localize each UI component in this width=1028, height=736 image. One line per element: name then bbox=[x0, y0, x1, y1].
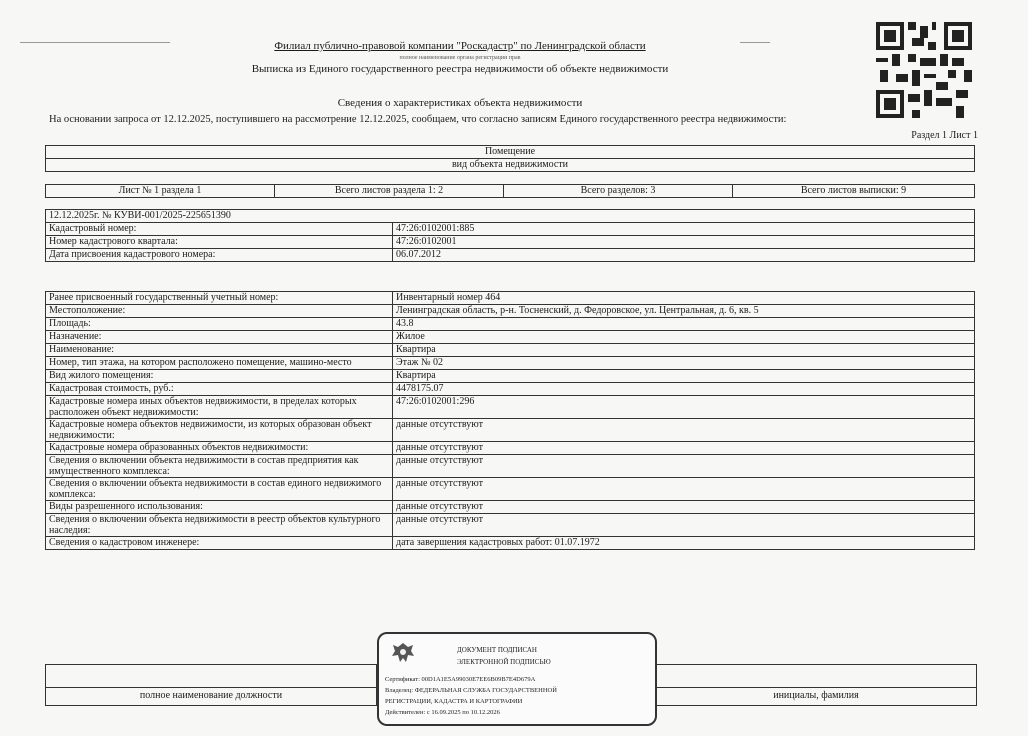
request-statement: На основании запроса от 12.12.2025, поступившего на рассмотрение 12.12.2025, сообщаем, что согласно записям Единого государственного реестра недвижимости: bbox=[49, 114, 787, 125]
table-row bbox=[46, 383, 975, 396]
row-label: Виды разрешенного использования: bbox=[46, 501, 393, 514]
table-row bbox=[46, 305, 975, 318]
scan-artifact-line bbox=[740, 42, 770, 44]
row-label: Кадастровые номера иных объектов недвижимости, в пределах которых расположен объект недвижимости: bbox=[46, 396, 393, 419]
row-value: 43.8 bbox=[393, 318, 975, 331]
sheet-number: Лист № 1 раздела 1 bbox=[46, 185, 275, 198]
table-row bbox=[46, 331, 975, 344]
ids-label: Дата присвоения кадастрового номера: bbox=[46, 249, 393, 262]
table-row bbox=[46, 455, 975, 478]
extract-title: Выписка из Единого государственного реестра недвижимости об объекте недвижимости bbox=[251, 63, 669, 75]
cadastral-number: 47:26:0102001:885 bbox=[393, 223, 975, 236]
section-title: Сведения о характеристиках объекта недвижимости bbox=[337, 97, 583, 109]
row-value: Этаж № 02 bbox=[393, 357, 975, 370]
row-label: Вид жилого помещения: bbox=[46, 370, 393, 383]
row-value: Квартира bbox=[393, 344, 975, 357]
row-value: данные отсутствуют bbox=[393, 501, 975, 514]
row-label: Ранее присвоенный государственный учетный номер: bbox=[46, 292, 393, 305]
row-value: данные отсутствуют bbox=[393, 442, 975, 455]
row-label: Кадастровая стоимость, руб.: bbox=[46, 383, 393, 396]
stamp-owner-2: РЕГИСТРАЦИИ, КАДАСТРА И КАРТОГРАФИИ bbox=[385, 698, 523, 705]
table-row bbox=[46, 419, 975, 442]
object-header-table bbox=[45, 145, 975, 172]
stamp-title-2: ЭЛЕКТРОННОЙ ПОДПИСЬЮ bbox=[457, 658, 551, 666]
table-row bbox=[46, 514, 975, 537]
row-label: Кадастровые номера образованных объектов недвижимости: bbox=[46, 442, 393, 455]
registry-branch-title: Филиал публично-правовой компании "Роскадастр" по Ленинградской области bbox=[274, 40, 646, 52]
emblem-icon bbox=[389, 640, 417, 668]
table-row bbox=[46, 537, 975, 550]
row-label: Кадастровые номера объектов недвижимости, из которых образован объект недвижимости: bbox=[46, 419, 393, 442]
total-sections: Всего разделов: 3 bbox=[504, 185, 733, 198]
row-value: Ленинградская область, р-н. Тосненский, д. Федоровское, ул. Центральная, д. 6, кв. 5 bbox=[393, 305, 975, 318]
row-value: данные отсутствуют bbox=[393, 455, 975, 478]
table-row bbox=[46, 292, 975, 305]
assignment-date: 06.07.2012 bbox=[393, 249, 975, 262]
row-label: Сведения о кадастровом инженере: bbox=[46, 537, 393, 550]
name-caption: инициалы, фамилия bbox=[656, 687, 976, 701]
record-number: 12.12.2025г. № КУВИ-001/2025-225651390 bbox=[46, 210, 975, 223]
electronic-signature-stamp bbox=[377, 632, 657, 726]
row-value: Квартира bbox=[393, 370, 975, 383]
signature-name-box bbox=[655, 664, 977, 706]
row-label: Сведения о включении объекта недвижимости в реестр объектов культурного наследия: bbox=[46, 514, 393, 537]
row-label: Наименование: bbox=[46, 344, 393, 357]
object-type-caption: вид объекта недвижимости bbox=[46, 159, 975, 172]
section-sheet-label: Раздел 1 Лист 1 bbox=[911, 130, 978, 141]
row-label: Местоположение: bbox=[46, 305, 393, 318]
stamp-owner: Владелец: ФЕДЕРАЛЬНАЯ СЛУЖБА ГОСУДАРСТВЕННОЙ bbox=[385, 687, 557, 694]
ids-label: Номер кадастрового квартала: bbox=[46, 236, 393, 249]
total-section-sheets: Всего листов раздела 1: 2 bbox=[275, 185, 504, 198]
ids-label: Кадастровый номер: bbox=[46, 223, 393, 236]
table-row bbox=[46, 370, 975, 383]
stamp-title-1: ДОКУМЕНТ ПОДПИСАН bbox=[457, 646, 537, 654]
table-row bbox=[46, 344, 975, 357]
row-label: Площадь: bbox=[46, 318, 393, 331]
row-value: 47:26:0102001:296 bbox=[393, 396, 975, 419]
position-caption: полное наименование должности bbox=[46, 687, 376, 701]
sheets-table bbox=[45, 184, 975, 198]
table-row bbox=[46, 442, 975, 455]
row-value: Жилое bbox=[393, 331, 975, 344]
row-value: данные отсутствуют bbox=[393, 478, 975, 501]
table-row bbox=[46, 357, 975, 370]
row-value: данные отсутствуют bbox=[393, 514, 975, 537]
row-value: дата завершения кадастровых работ: 01.07.1972 bbox=[393, 537, 975, 550]
registry-branch-caption: полное наименование органа регистрации прав bbox=[399, 55, 521, 61]
row-value: Инвентарный номер 464 bbox=[393, 292, 975, 305]
identifiers-table bbox=[45, 209, 975, 262]
table-row bbox=[46, 318, 975, 331]
row-label: Назначение: bbox=[46, 331, 393, 344]
details-table bbox=[45, 291, 975, 550]
row-value: данные отсутствуют bbox=[393, 419, 975, 442]
row-label: Номер, тип этажа, на котором расположено помещение, машино-место bbox=[46, 357, 393, 370]
table-row bbox=[46, 478, 975, 501]
row-value: 4478175.07 bbox=[393, 383, 975, 396]
stamp-certificate: Сертификат: 00D1A1E5A99030E7EE6B09B7E4D679A bbox=[385, 676, 536, 683]
row-label: Сведения о включении объекта недвижимости в состав предприятия как имущественного комплекса: bbox=[46, 455, 393, 478]
signature-position-box bbox=[45, 664, 377, 706]
cadastral-quarter: 47:26:0102001 bbox=[393, 236, 975, 249]
stamp-validity: Действителен: с 16.09.2025 по 10.12.2026 bbox=[385, 709, 500, 716]
table-row bbox=[46, 396, 975, 419]
qr-code-icon bbox=[876, 22, 972, 118]
row-label: Сведения о включении объекта недвижимости в состав единого недвижимого комплекса: bbox=[46, 478, 393, 501]
object-type: Помещение bbox=[46, 146, 975, 159]
scan-artifact-line bbox=[20, 42, 170, 44]
table-row bbox=[46, 501, 975, 514]
total-extract-sheets: Всего листов выписки: 9 bbox=[733, 185, 975, 198]
